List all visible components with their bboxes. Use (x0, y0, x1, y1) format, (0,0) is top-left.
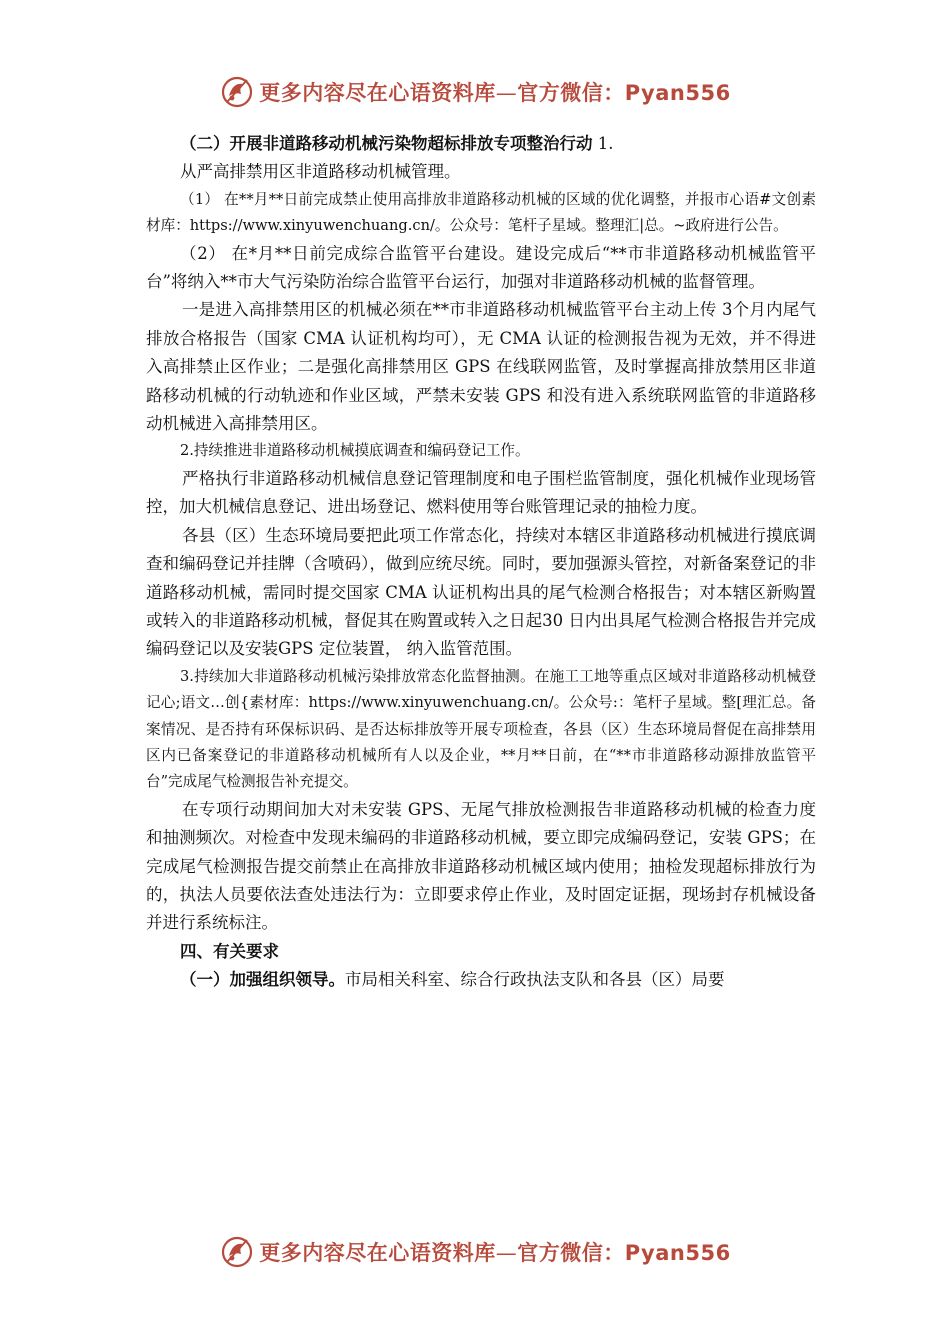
header-banner (0, 70, 950, 114)
paragraph: 在专项行动期间加大对未安装 GPS、无尾气排放检测报告非道路移动机械的检查力度和抽测频次。对检查中发现未编码的非道路移动机械，要立即完成编码登记，安装 GPS；在完成尾气检测报告提交前禁止在高排放非道路移动机械区域内使用；抽检发现超标排放行为的，执法人员要依法查处违法行为：立即要求停止作业，及时固定证据，现场封存机械设备并进行系统标注。 (146, 799, 816, 933)
logo-icon (219, 1234, 255, 1270)
logo-icon (219, 74, 255, 110)
document-body (146, 130, 816, 995)
paragraph: （2） 在*月**日前完成综合监管平台建设。建设完成后“**市非道路移动机械监管平台”将纳入**市大气污染防治综合监管平台运行，加强对非道路移动机械的监督管理。 (146, 243, 816, 292)
paragraph: 2.持续推进非道路移动机械摸底调查和编码登记工作。 (180, 442, 530, 460)
paragraph: 各县（区）生态环境局要把此项工作常态化，持续对本辖区非道路移动机械进行摸底调查和编码登记并挂牌（含喷码），做到应统尽统。同时，要加强源头管控，对新备案登记的非道路移动机械，需同时提交国家 CMA 认证机构出具的尾气检测合格报告；对本辖区新购置或转入的非道路移动机械，督促其在购置或转入之日起30 日内出具尾气检测合格报告并完成编码登记以及安装GPS 定位装置， 纳入监管范围。 (146, 525, 816, 659)
section-heading-4: 四、有关要求 (180, 941, 279, 961)
paragraph: 严格执行非道路移动机械信息登记管理制度和电子围栏监管制度，强化机械作业现场管控，加大机械信息登记、进出场登记、燃料使用等台账管理记录的抽检力度。 (146, 468, 816, 517)
paragraph: （1） 在**月**日前完成禁止使用高排放非道路移动机械的区域的优化调整，并报市心语#文创素材库：https://www.xinyuwenchuang.cn/。公众号：笔杆子星域。整理汇|总。~政府进行公告。 (146, 190, 816, 235)
banner-text: 更多内容尽在心语资料库—官方微信：Pyan556 (259, 1241, 731, 1265)
banner-text: 更多内容尽在心语资料库—官方微信：Pyan556 (259, 81, 731, 105)
paragraph: 3.持续加大非道路移动机械污染排放常态化监督抽测。在施工工地等重点区域对非道路移动机械登记心;语文…创{素材库：https://www.xinyuwenchuang.cn/。公众号:：笔杆子星域。整[理汇总。备案情况、是否持有环保标识码、是否达标排放等开展专项检查，各县（区）生态环境局督促在高排禁用区内已备案登记的非道路移动机械所有人以及企业，**月**日前，在“**市非道路移动源排放监管平台”完成尾气检测报告补充提交。 (146, 667, 816, 791)
footer-banner (0, 1230, 950, 1274)
section-heading-2: （二）开展非道路移动机械污染物超标排放专项整治行动 1. (180, 134, 614, 153)
paragraph: 从严高排禁用区非道路移动机械管理。 (180, 162, 461, 182)
paragraph: （一）加强组织领导。市局相关科室、综合行政执法支队和各县（区）局要 (180, 970, 725, 990)
paragraph: 一是进入高排禁用区的机械必须在**市非道路移动机械监管平台主动上传 3个月内尾气排放合格报告（国家 CMA 认证机构均可），无 CMA 认证的检测报告视为无效，并不得进入高排禁止区作业；二是强化高排禁用区 GPS 在线联网监管，及时掌握高排放禁用区非道路移动机械的行动轨迹和作业区域，严禁未安装 GPS 和没有进入系统联网监管的非道路移动机械进入高排禁用区。 (146, 300, 816, 434)
